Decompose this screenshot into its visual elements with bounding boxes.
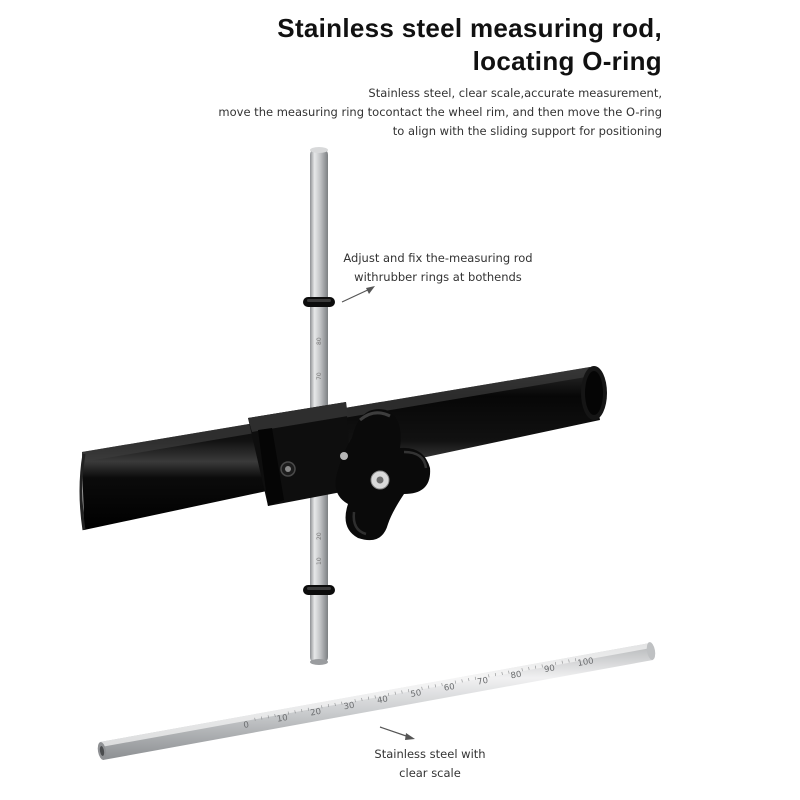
rod-scale-mark: 70	[316, 372, 323, 380]
rod-scale-mark: 10	[316, 557, 323, 565]
callout-scale-line-2: clear scale	[399, 766, 461, 780]
scale-label: 90	[543, 663, 556, 676]
scale-label: 50	[409, 688, 423, 700]
scale-label: 80	[509, 669, 523, 682]
callout-rod-line-2: withrubber rings at bothends	[354, 270, 522, 284]
callout-rod-line-1: Adjust and fix the-measuring rod	[343, 251, 533, 265]
callout-scale	[360, 745, 500, 783]
description-line-3: to align with the sliding support for positioning	[392, 124, 662, 138]
callout-rod	[332, 249, 544, 287]
callout-scale-line-1: Stainless steel with	[374, 747, 486, 761]
scale-label: 10	[276, 713, 289, 725]
title-line-2: locating O-ring	[472, 46, 662, 76]
rod-scale-mark: 80	[316, 337, 323, 345]
scale-label: 60	[443, 682, 456, 694]
scale-label: 100	[576, 656, 595, 669]
description-line-2: move the measuring ring tocontact the wheel rim, and then move the O-ring	[218, 105, 662, 119]
arrow-rod-icon	[342, 286, 375, 302]
description-line-1: Stainless steel, clear scale,accurate measurement,	[368, 86, 662, 100]
rod-scale-mark: 20	[316, 532, 323, 540]
title-line-1: Stainless steel measuring rod,	[277, 13, 662, 43]
scale-label: 20	[309, 706, 322, 719]
measuring-rod-horizontal	[96, 641, 656, 760]
scale-label: 0	[242, 720, 250, 731]
arrow-scale-icon	[380, 727, 415, 740]
o-ring-bottom	[303, 585, 335, 595]
scale-label: 30	[342, 700, 356, 713]
scale-label: 40	[376, 694, 389, 707]
scale-label: 70	[476, 675, 489, 688]
o-ring-top	[303, 297, 335, 307]
